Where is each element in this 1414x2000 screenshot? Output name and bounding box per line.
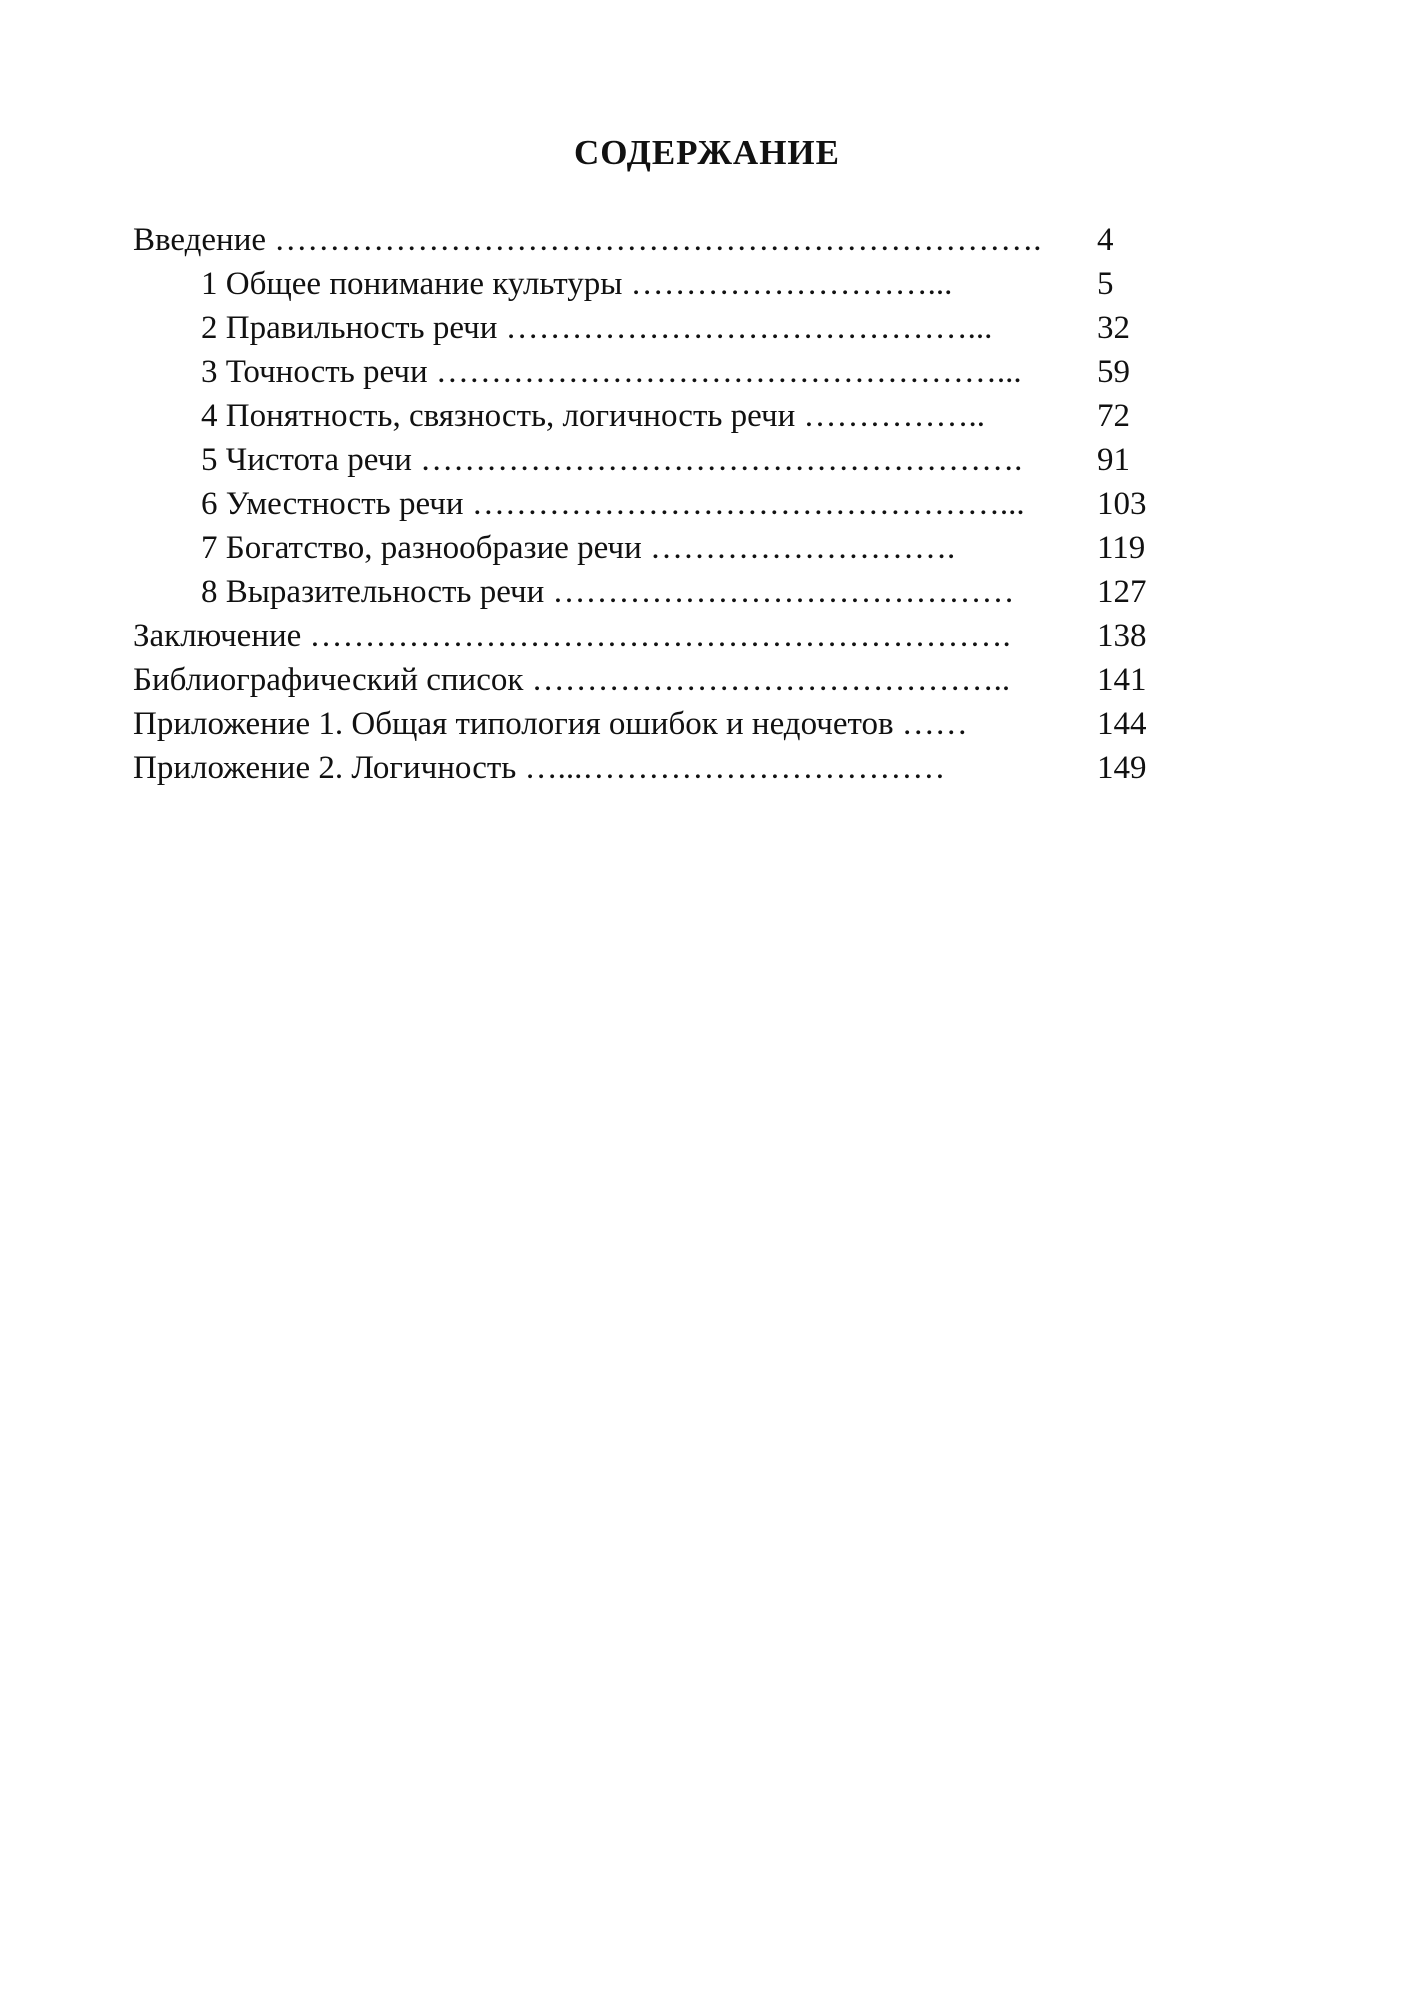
toc-entry-page: 141 [1097,662,1147,698]
toc-entry-chapter-6 [133,482,1215,526]
toc-entry-chapter-1 [133,262,1215,306]
toc-entry-page: 4 [1097,222,1114,258]
toc-entry-page: 149 [1097,750,1147,786]
toc-entry-chapter-2 [133,306,1215,350]
toc-entry-title: Приложение 2. Логичность …...…………………………… [133,750,946,786]
toc-entry-chapter-3 [133,350,1215,394]
toc-entry-page: 5 [1097,266,1114,302]
toc-entry-chapter-4 [133,394,1215,438]
toc-entry-page: 144 [1097,706,1147,742]
toc-entry-title: 2 Правильность речи ……………………………………... [201,310,993,346]
toc-entry-chapter-7 [133,526,1215,570]
toc-entry-chapter-8 [133,570,1215,614]
toc-entry-page: 72 [1097,398,1130,434]
toc-entry-title: Библиографический список …………………………………….. [133,662,1011,698]
toc-entry-title: Приложение 1. Общая типология ошибок и недочетов …… [133,706,968,742]
toc-entry-title: 7 Богатство, разнообразие речи ………………………. [201,530,956,566]
toc-entry-page: 59 [1097,354,1130,390]
toc-entry-title: 8 Выразительность речи …………………………………… [201,574,1015,610]
toc-entry-page: 32 [1097,310,1130,346]
toc-entry-title: 1 Общее понимание культуры ………………………... [201,266,953,302]
toc-entry-page: 138 [1097,618,1147,654]
page-title: СОДЕРЖАНИЕ [573,133,840,172]
toc-entry-title: Введение ……………………………………………………………. [133,222,1042,258]
toc-entry-appendix-2 [133,746,1215,790]
toc-entry-bibliography [133,658,1215,702]
toc-entry-title: 4 Понятность, связность, логичность речи …………….. [201,398,985,434]
toc-entry-page: 119 [1097,530,1146,566]
toc-entry-title: 6 Уместность речи …………………………………………... [201,486,1025,522]
table-of-contents [133,218,1215,790]
toc-entry-page: 103 [1097,486,1147,522]
toc-entry-introduction [133,218,1215,262]
toc-entry-conclusion [133,614,1215,658]
toc-entry-appendix-1 [133,702,1215,746]
toc-entry-title: Заключение ………………………………………………………. [133,618,1011,654]
toc-entry-title: 5 Чистота речи ………………………………………………. [201,442,1023,478]
toc-entry-page: 127 [1097,574,1147,610]
toc-entry-title: 3 Точность речи ……………………………………………... [201,354,1022,390]
toc-entry-chapter-5 [133,438,1215,482]
toc-entry-page: 91 [1097,442,1130,478]
